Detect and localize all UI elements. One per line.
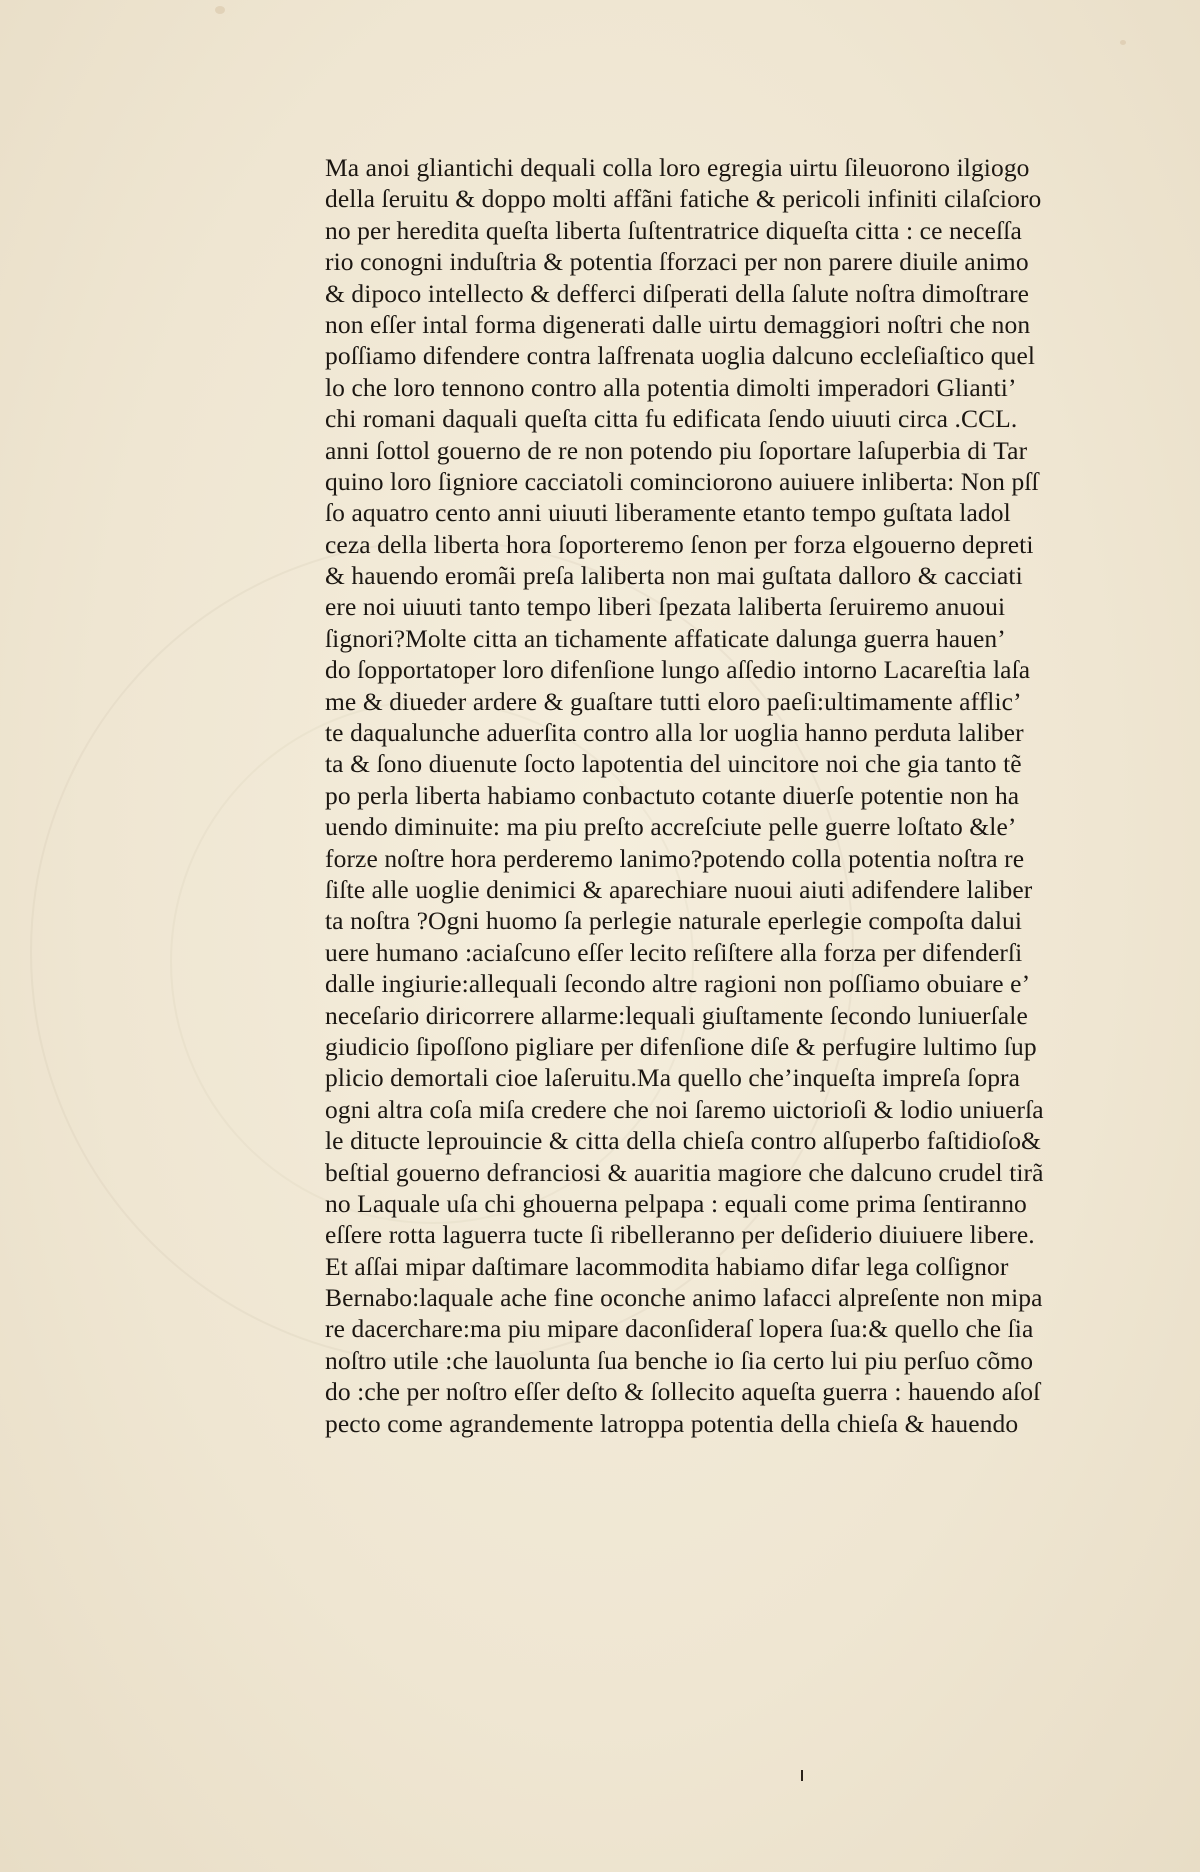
text-line: do ſopportatoper loro difenſione lungo aſſedio intorno Lacareſtia laſa — [325, 655, 1031, 685]
text-line: & dipoco intellecto & defferci diſperati della ſalute noſtra dimoſtrare — [325, 278, 1030, 308]
text-line: lo che loro tennono contro alla potentia dimolti imperadori Glianti’ — [325, 372, 1017, 402]
text-line: te daqualunche aduerſita contro alla lor uoglia hanno perduta laliber — [325, 718, 1024, 748]
text-line: le ditucte leprouincie & citta della chieſa contro alſuperbo faſtidioſo& — [325, 1126, 1041, 1156]
ink-mark — [801, 1770, 803, 1781]
text-line: giudicio ſipoſſono pigliare per difenſione diſe & perfugire lultimo ſup — [325, 1031, 1037, 1061]
text-line: re dacerchare:ma piu mipare daconſideraſ lopera ſua:& quello che ſia — [325, 1314, 1034, 1344]
text-line: beſtial gouerno defranciosi & auaritia magiore che dalcuno crudel tirã — [325, 1157, 1044, 1187]
text-line: eſſere rotta laguerra tucte ſi ribelleranno per deſiderio diuiuere libere. — [325, 1220, 1035, 1250]
text-line: non eſſer intal forma digenerati dalle uirtu demaggiori noſtri che non — [325, 309, 1031, 339]
text-line: Ma anoi gliantichi dequali colla loro egregia uirtu ſileuorono ilgiogo — [325, 153, 1030, 182]
text-line: anni ſottol gouerno de re non potendo piu ſoportare laſuperbia di Tar — [325, 435, 1028, 465]
text-line: neceſario diricorrere allarme:lequali giuſtamente ſecondo luniuerſale — [325, 1000, 1028, 1030]
foxing-spot — [215, 6, 225, 14]
text-line: ogni altra coſa miſa credere che noi ſaremo uictorioſi & lodio uniuerſa — [325, 1094, 1044, 1124]
text-line: noſtro utile :che lauolunta ſua benche io ſia certo lui piu perſuo cõmo — [325, 1345, 1034, 1375]
text-line: della ſeruitu & doppo molti affãni fatiche & pericoli infiniti cilaſcioro — [325, 184, 1042, 214]
text-line: pecto come agrandemente latroppa potentia della chieſa & hauendo — [325, 1408, 1019, 1438]
text-line: no Laquale uſa chi ghouerna pelpapa : equali come prima ſentiranno — [325, 1188, 1027, 1218]
text-line: po perla liberta habiamo conbactuto cotante diuerſe potentie non ha — [325, 780, 1020, 810]
text-line: poſſiamo difendere contra laſfrenata uoglia dalcuno eccleſiaſtico quel — [325, 341, 1036, 371]
text-line: ta noſtra ?Ogni huomo ſa perlegie naturale eperlegie compoſta dalui — [325, 906, 1023, 936]
text-line: ceza della liberta hora ſoporteremo ſenon per forza elgouerno depreti — [325, 529, 1034, 559]
text-line: Bernabo:laquale ache fine oconche animo lafacci alpreſente non mipa — [325, 1283, 1043, 1313]
text-line: do :che per noſtro eſſer deſto & ſollecito aqueſta guerra : hauendo aſoſ — [325, 1377, 1041, 1407]
text-line: no per heredita queſta liberta ſuſtentratrice diqueſta citta : ce neceſſa — [325, 215, 1022, 245]
text-line: & hauendo eromãi preſa laliberta non mai guſtata dalloro & cacciati — [325, 561, 1023, 591]
text-line: ſo aquatro cento anni uiuuti liberamente etanto tempo guſtata ladol — [325, 498, 1011, 528]
text-line: uere humano :aciaſcuno eſſer lecito reſiſtere alla forza per difenderſi — [325, 937, 1023, 967]
text-line: quino loro ſigniore cacciatoli cominciorono auiuere inliberta: Non pſſ — [325, 466, 1039, 496]
text-line: chi romani daquali queſta citta fu edificata ſendo uiuuti circa .CCL. — [325, 404, 1018, 434]
text-line: plicio demortali cioe laſeruitu.Ma quello che’inqueſta impreſa ſopra — [325, 1063, 1021, 1093]
text-line: forze noſtre hora perderemo lanimo?potendo colla potentia noſtra re — [325, 843, 1025, 873]
text-line: rio conogni induſtria & potentia ſforzaci per non parere diuile animo — [325, 247, 1029, 277]
text-line: ta & ſono diuenute ſocto lapotentia del uincitore noi che gia tanto tẽ — [325, 749, 1022, 779]
text-line: ſignori?Molte citta an tichamente affaticate dalunga guerra hauen’ — [325, 623, 1006, 653]
text-line: dalle ingiurie:allequali ſecondo altre ragioni non poſſiamo obuiare e’ — [325, 969, 1031, 999]
text-line: ſiſte alle uoglie denimici & aparechiare nuoui aiuti adifendere laliber — [325, 874, 1033, 904]
text-line: me & diueder ardere & guaſtare tutti eloro paeſi:ultimamente afflic’ — [325, 686, 1022, 716]
text-line: ere noi uiuuti tanto tempo liberi ſpezata laliberta ſeruiremo anuoui — [325, 592, 1006, 622]
foxing-spot — [1120, 40, 1126, 45]
text-line: Et aſſai mipar daſtimare lacommodita habiamo difar lega colſignor — [325, 1251, 1009, 1281]
body-text — [325, 152, 1125, 1439]
text-line: uendo diminuite: ma piu preſto accreſciute pelle guerre loſtato &le’ — [325, 812, 1017, 842]
